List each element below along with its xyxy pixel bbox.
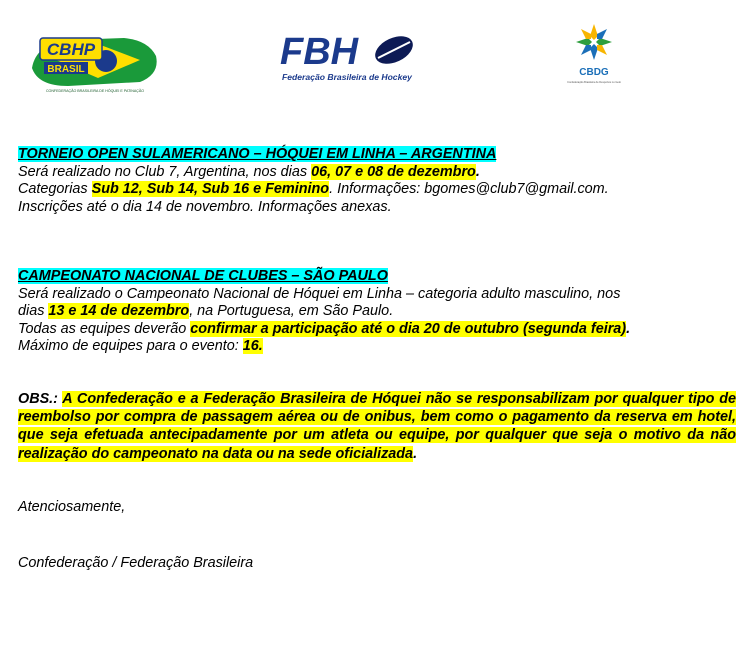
- fbh-logo: [278, 30, 422, 86]
- fbh-logo-sub: Federação Brasileira de Hockey: [282, 72, 412, 82]
- cbdg-logo-sub: Confederação Brasileira de Desportos no Gelo: [567, 81, 621, 84]
- highlight-dates: 06, 07 e 08 de dezembro: [311, 163, 476, 180]
- text: .: [413, 445, 418, 462]
- document-body: [18, 146, 736, 572]
- text: . Informações: bgomes@club7@gmail.com.: [329, 181, 609, 197]
- section1-line1: [18, 164, 736, 182]
- signature: Confederação / Federação Brasileira: [18, 554, 254, 571]
- highlight-max-teams: 16.: [242, 338, 263, 354]
- text: Categorias: [18, 181, 92, 197]
- obs-paragraph: [18, 390, 736, 464]
- cbhp-logo: [28, 30, 162, 94]
- closing: Atenciosamente,: [18, 499, 126, 516]
- section1-title-text: TORNEIO OPEN SULAMERICANO – HÓQUEI EM LINHA – ARGENTINA: [18, 146, 497, 162]
- cbdg-logo-text: CBDG: [579, 67, 609, 78]
- section2-title: [18, 268, 736, 286]
- text: .: [475, 163, 480, 180]
- cbhp-logo-text: CBHP: [46, 40, 96, 59]
- section1-line2: [18, 181, 736, 199]
- text: dias: [18, 303, 49, 319]
- obs-label: OBS.:: [18, 390, 58, 407]
- section2-title-text: CAMPEONATO NACIONAL DE CLUBES – SÃO PAULO: [18, 268, 388, 284]
- obs-text: A Confederação e a Federação Brasileira de Hóquei não se responsabilizam por qualquer tipo de reembolso por compra de passagem aérea ou de onibus, bem como o pagamento da reserva em hotel, que seja efetuada antecipadamente por um atleta ou equipe, por qualquer que seja o motivo da não realização do campeonato na data ou na sede oficializada: [18, 390, 737, 462]
- section2-line4: [18, 338, 736, 356]
- text: Máximo de equipes para o evento:: [18, 338, 243, 354]
- text: .: [626, 320, 631, 337]
- section1-line3: Inscrições até o dia 14 de novembro. Informações anexas.: [18, 198, 392, 215]
- section2-line2: [18, 303, 736, 321]
- highlight-confirmation: confirmar a participação até o dia 20 de outubro (segunda feira): [190, 320, 627, 337]
- section2-line3: [18, 321, 736, 339]
- section1-title: [18, 146, 736, 164]
- header-logos: [0, 0, 743, 110]
- text: , na Portuguesa, em São Paulo.: [189, 303, 394, 319]
- text: Será realizado no Club 7, Argentina, nos dias: [18, 163, 312, 180]
- cbdg-logo: [566, 20, 622, 90]
- highlight-categories: Sub 12, Sub 14, Sub 16 e Feminino: [91, 181, 330, 197]
- highlight-dates: 13 e 14 de dezembro: [48, 303, 190, 319]
- fbh-logo-text: FBH: [280, 31, 359, 73]
- section2-line1: Será realizado o Campeonato Nacional de Hóquei em Linha – categoria adulto masculino, nos: [18, 285, 621, 302]
- text: Todas as equipes deverão: [18, 320, 191, 337]
- cbhp-logo-sub: BRASIL: [47, 64, 85, 75]
- cbhp-logo-tagline: CONFEDERAÇÃO BRASILEIRA DE HÓQUEI E PATINAÇÃO: [45, 89, 145, 93]
